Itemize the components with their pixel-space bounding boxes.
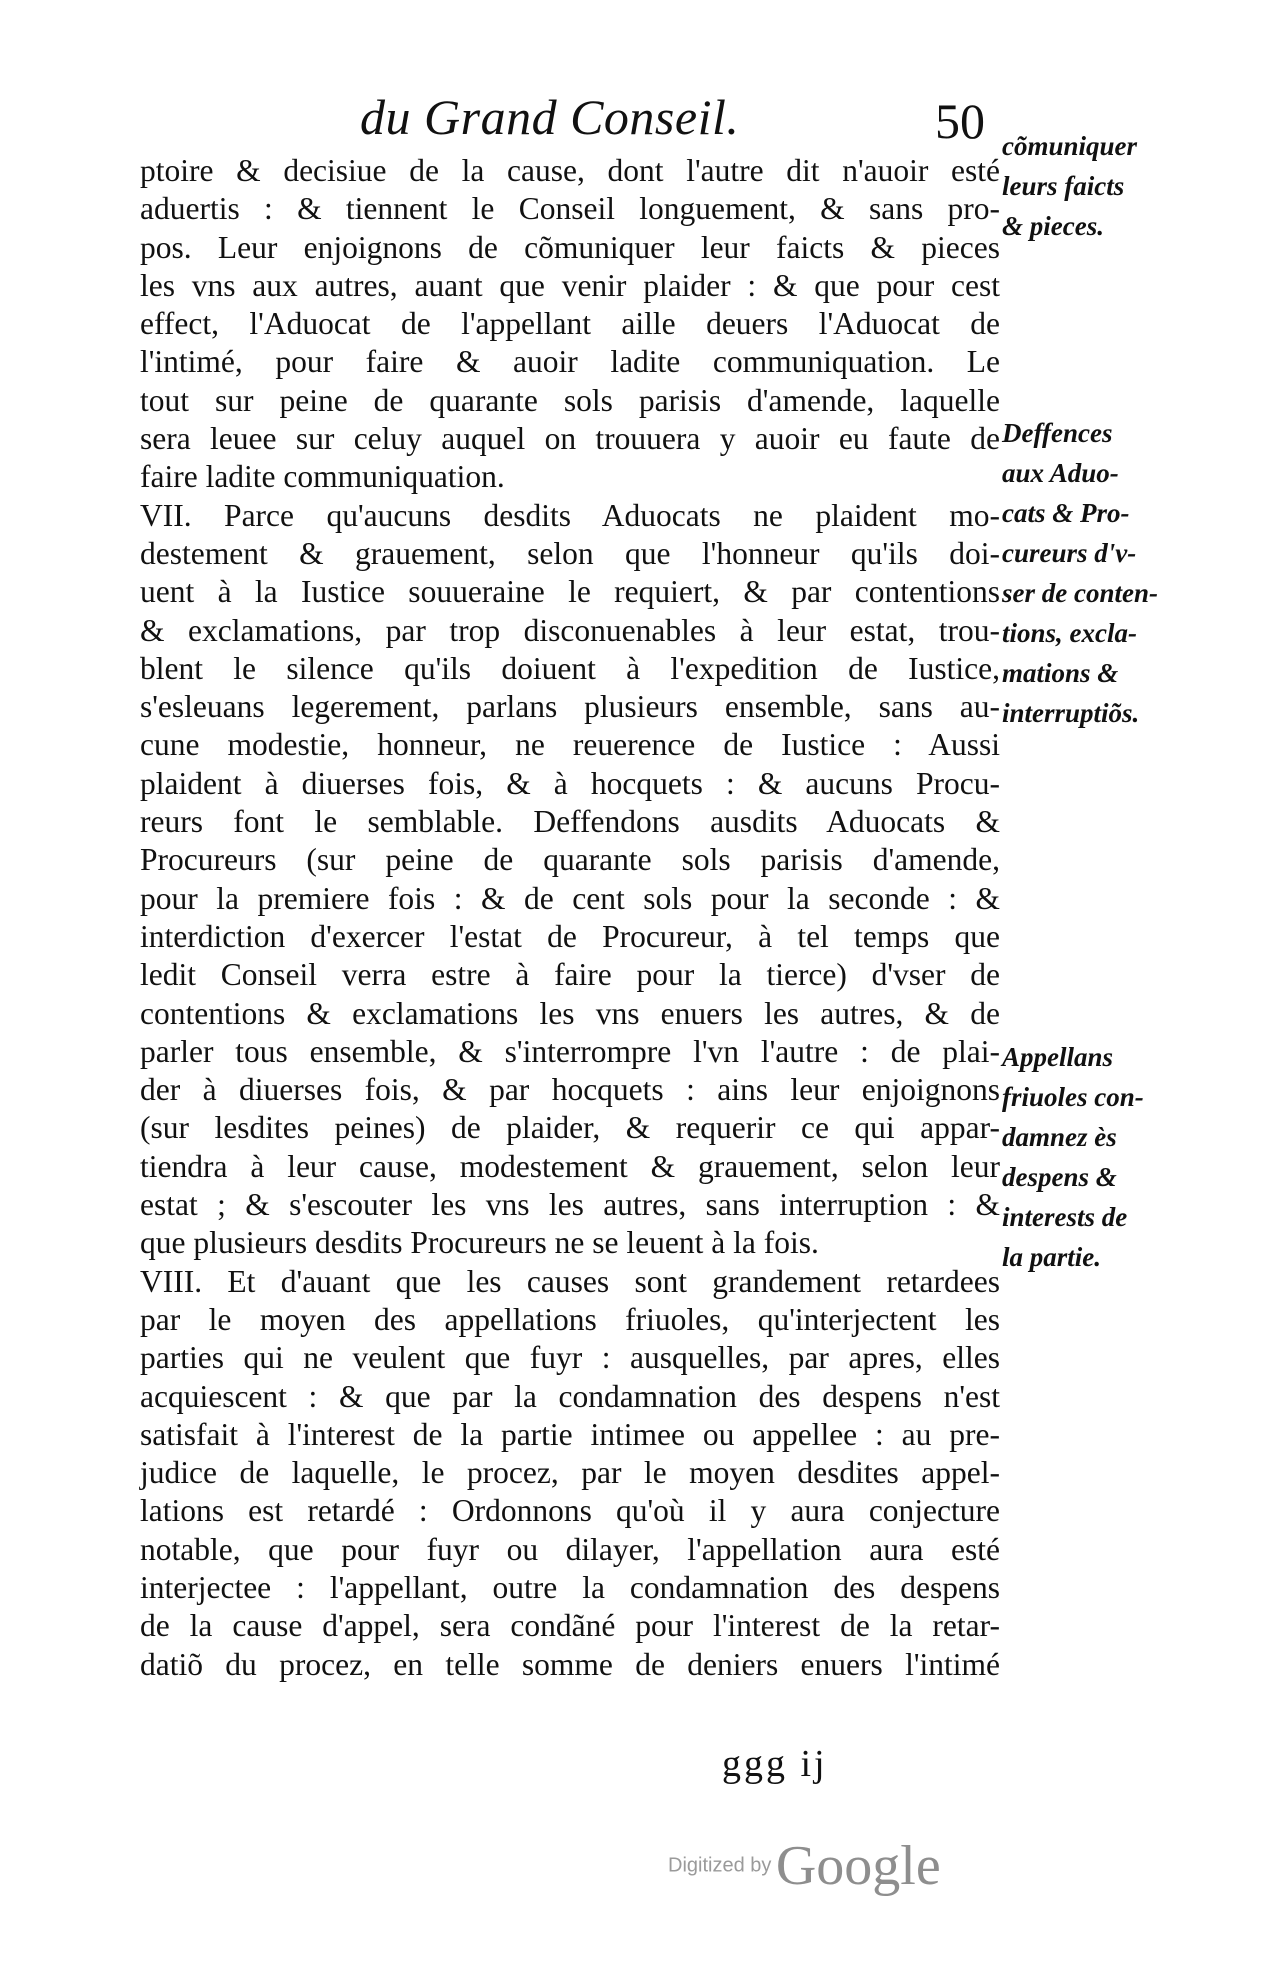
text-line: datiõ du procez, en telle somme de deniers enuers l'intimé	[140, 1646, 1000, 1682]
text-line: interdiction d'exercer l'estat de Procureur, à tel temps que	[140, 918, 1000, 954]
text-line: plaident à diuerses fois, & à hocquets : & aucuns Procu-	[140, 765, 1000, 801]
text-line: l'intimé, pour faire & auoir ladite communiquation. Le	[140, 344, 1000, 380]
margin-note-line: interruptiõs.	[1002, 698, 1140, 728]
signature-mark: ggg ij	[722, 1743, 828, 1785]
watermark-prefix: Digitized by	[668, 1854, 772, 1877]
text-line: tout sur peine de quarante sols parisis d'amende, laquelle	[140, 382, 1000, 418]
text-line: cune modestie, honneur, ne reuerence de Iustice : Aussi	[140, 727, 1000, 763]
margin-note-line: despens &	[1002, 1162, 1117, 1192]
text-line: effect, l'Aduocat de l'appellant aille deuers l'Aduocat de	[140, 306, 1000, 342]
margin-note-line: leurs faicts	[1002, 171, 1125, 201]
margin-note-line: cats & Pro-	[1002, 498, 1130, 528]
text-line: interjectee : l'appellant, outre la condamnation des despens	[140, 1569, 1000, 1605]
digitized-watermark	[668, 1834, 941, 1898]
text-line: uent à la Iustice souueraine le requiert, & par contentions	[140, 574, 1000, 610]
text-line: destement & grauement, selon que l'honneur qu'ils doi-	[140, 535, 1000, 571]
text-line: notable, que pour fuyr ou dilayer, l'appellation aura esté	[140, 1531, 1000, 1567]
body-text	[140, 152, 1000, 1684]
text-line: ptoire & decisiue de la cause, dont l'autre dit n'auoir esté	[140, 153, 1000, 188]
margin-note-appellans	[1002, 1037, 1252, 1277]
text-line: judice de laquelle, le procez, par le moyen desdites appel-	[140, 1455, 1000, 1491]
margin-note-communiquer	[1002, 126, 1252, 246]
page-number: 50	[935, 93, 985, 149]
text-line: tiendra à leur cause, modestement & grauement, selon leur	[140, 1148, 1000, 1184]
margin-note-line: cõmuniquer	[1002, 131, 1138, 161]
text-line: reurs font le semblable. Deffendons ausdits Aduocats &	[140, 804, 1000, 840]
text-line: s'esleuans legerement, parlans plusieurs ensemble, sans au-	[140, 689, 1000, 725]
text-line: der à diuerses fois, & par hocquets : ains leur enjoignons	[140, 1072, 1000, 1108]
text-line: VIII. Et d'auant que les causes sont grandement retardees	[140, 1263, 1000, 1299]
margin-note-line: cureurs d'v-	[1002, 538, 1137, 568]
margin-note-line: tions, excla-	[1002, 618, 1137, 648]
margin-note-line: ser de conten-	[1002, 578, 1158, 608]
text-line: lations est retardé : Ordonnons qu'où il y aura conjecture	[140, 1493, 1000, 1529]
margin-note-line: aux Aduo-	[1002, 458, 1119, 488]
margin-note-line: la partie.	[1002, 1242, 1101, 1272]
text-line: contentions & exclamations les vns enuers les autres, & de	[140, 995, 1000, 1031]
margin-note-line: mations &	[1002, 658, 1119, 688]
text-line: blent le silence qu'ils doiuent à l'expedition de Iustice,	[140, 650, 1000, 686]
text-line: (sur lesdites peines) de plaider, & requerir ce qui appar-	[140, 1110, 1000, 1146]
margin-note-line: damnez ès	[1002, 1122, 1117, 1152]
margin-note-line: friuoles con-	[1002, 1082, 1144, 1112]
margin-note-line: Deffences	[1002, 418, 1113, 448]
text-line: & exclamations, par trop disconuenables à leur estat, trou-	[140, 612, 1000, 648]
text-line: de la cause d'appel, sera condãné pour l'interest de la retar-	[140, 1608, 1000, 1644]
margin-note-line: & pieces.	[1002, 211, 1104, 241]
text-line: VII. Parce qu'aucuns desdits Aduocats ne plaident mo-	[140, 497, 1000, 533]
text-line: sera leuee sur celuy auquel on trouuera y auoir eu faute de	[140, 421, 1000, 457]
text-line: les vns aux autres, auant que venir plaider : & que pour cest	[140, 267, 1000, 303]
watermark-logo: Google	[775, 1835, 941, 1897]
text-line: estat ; & s'escouter les vns les autres, sans interruption : &	[140, 1187, 1000, 1223]
margin-note-deffences	[1002, 413, 1252, 733]
text-line: pour la premiere fois : & de cent sols pour la seconde : &	[140, 880, 1000, 916]
text-line: pos. Leur enjoignons de cõmuniquer leur faicts & pieces	[140, 229, 1000, 265]
text-line: parler tous ensemble, & s'interrompre l'vn l'autre : de plai-	[140, 1033, 1000, 1069]
running-title: du Grand Conseil.	[360, 89, 740, 145]
text-line: parties qui ne veulent que fuyr : ausquelles, par apres, elles	[140, 1340, 1000, 1376]
text-line: acquiescent : & que par la condamnation des despens n'est	[140, 1378, 1000, 1414]
margin-note-line: interests de	[1002, 1202, 1128, 1232]
text-line: Procureurs (sur peine de quarante sols parisis d'amende,	[140, 842, 1000, 878]
text-line: ledit Conseil verra estre à faire pour la tierce) d'vser de	[140, 957, 1000, 993]
text-line: satisfait à l'interest de la partie intimee ou appellee : au pre-	[140, 1416, 1000, 1452]
text-line: aduertis : & tiennent le Conseil longuement, & sans pro-	[140, 191, 1000, 227]
text-line: que plusieurs desdits Procureurs ne se leuent à la fois.	[140, 1225, 819, 1261]
text-line: par le moyen des appellations friuoles, qu'interjectent les	[140, 1301, 1000, 1337]
text-line: faire ladite communiquation.	[140, 459, 505, 495]
margin-note-line: Appellans	[1002, 1042, 1114, 1072]
